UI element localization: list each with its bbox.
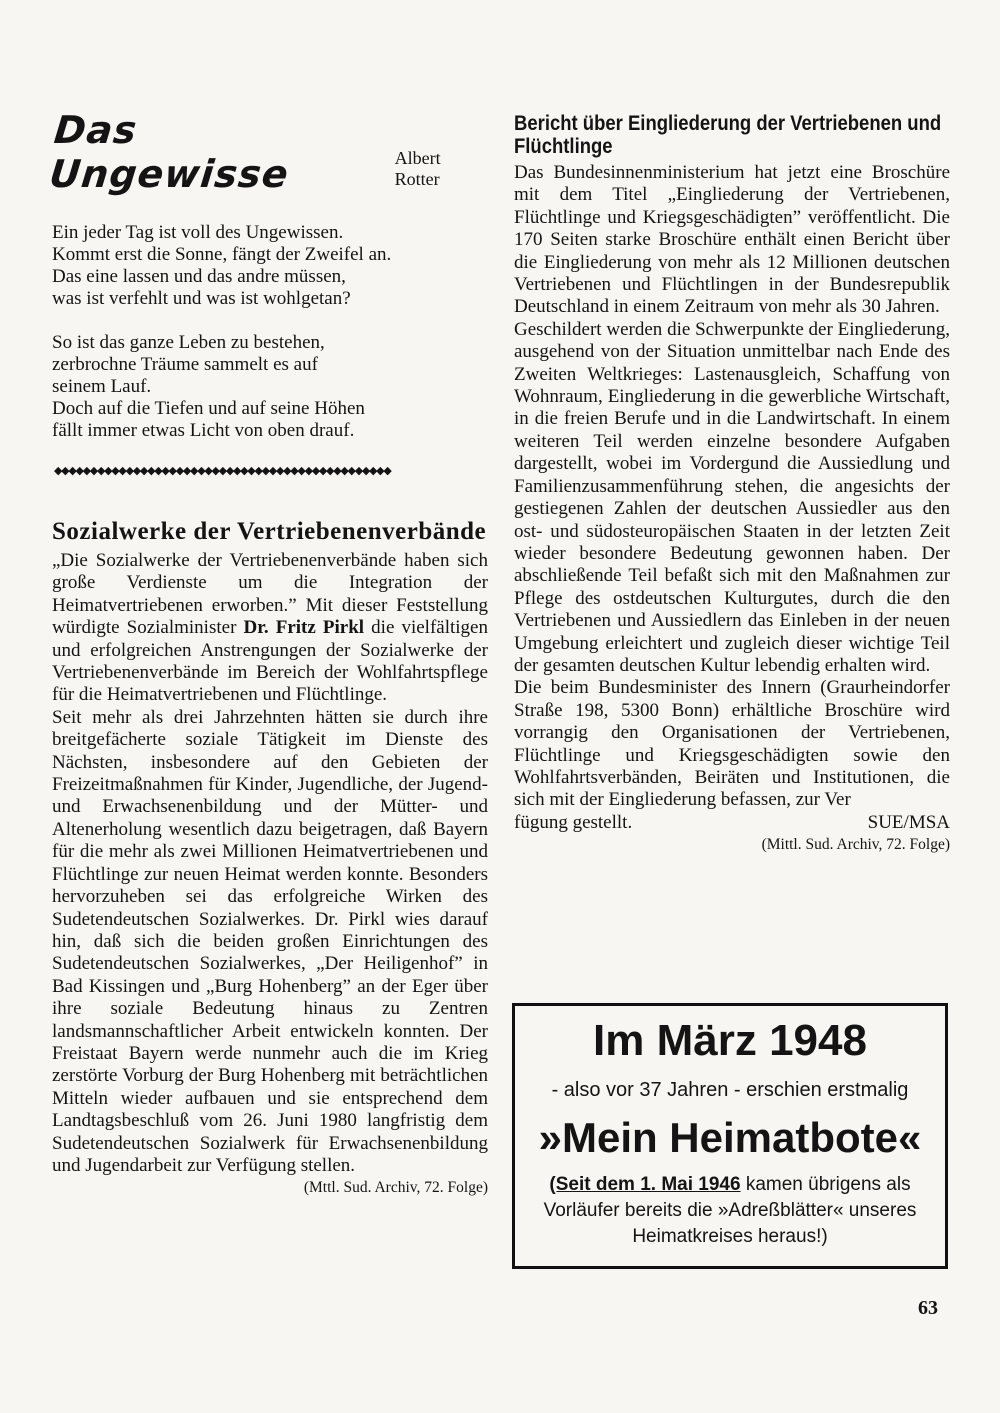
poem-author: Albert Rotter [394,148,441,189]
minister-name: Dr. Fritz Pirkl [243,617,365,639]
bericht-paragraph-1: Das Bundesinnenministerium hat jetzt eine Broschüre mit dem Titel „Eingliederung der Vertriebenen, Flüchtlinge und Kriegsgeschädigten” veröffentlicht. Die 170 Seiten starke Broschüre enthält einen Bericht über die Eingliederung von mehr als 12 Millionen deutschen Vertriebenen und Flüchtlingen in der Bundesrepublik Deutschland in einem Zeitraum von mehr als 30 Jahren. [514,162,950,318]
sozialwerke-p1-text: „Die Sozialwerke der Vertriebenenverbände haben sich große Verdienste um die Integration der Heimatvertriebenen erworben.” Mit dieser Feststellung würdigte Sozialminister [52,550,488,639]
page-number: 63 [918,1297,938,1319]
poem-line: was ist verfehlt und was ist wohlgetan? [52,288,351,309]
ad-note-rest: kamen übrigens als Vorläufer bereits die »Adreßblätter« unseres Heimatkreises heraus!) [543,1174,917,1247]
bericht-title: Bericht über Eingliederung der Vertriebenen und Flüchtlinge [514,112,942,158]
poem-line: Kommt erst die Sonne, fängt der Zweifel an. [52,244,392,265]
diamond-divider: ◆◆◆◆◆◆◆◆◆◆◆◆◆◆◆◆◆◆◆◆◆◆◆◆◆◆◆◆◆◆◆◆◆◆◆◆◆◆◆◆◆◆◆◆◆◆◆ [54,465,391,477]
bericht-signature-line [514,812,950,834]
poem-line: Doch auf die Tiefen und auf seine Höhen [52,398,365,419]
sozialwerke-p1-rest: die vielfältigen und erfolgreichen Anstrengungen der Sozialwerke der Vertriebenenverbände im Bereich der Wohlfahrtspflege für die Heimatvertriebenen und Flüchtlinge. [52,617,488,706]
bericht-paragraph-2: Geschildert werden die Schwerpunkte der Eingliederung, ausgehend von der Situation unmittelbar nach Ende des Zweiten Weltkrieges: Lastenausgleich, Schaffung von Wohnraum, Eingliederung in die gewerbliche Wirtschaft, in die freien Berufe und in die Landwirtschaft. In einem weiteren Teil werden einzelne besondere Aufgaben dargestellt, wobei im Vordergund die Aussiedlung und Familienzusammenführung stehen, die angesichts der gestiegenen Zahlen der deutschen Aussiedler aus den ost- und südosteuropäischen Staaten in der letzten Zeit wieder besondere Bedeutung gewonnen haben. Der abschließende Teil befaßt sich mit den Maßnahmen zur Pflege des ostdeutschen Kulturgutes, durch die den Vertriebenen und Aussiedlern das Einleben in der neuen Umgebung erleichtert und zugleich dieser wichtige Teil der gesamten deutschen Kultur lebendig erhalten wird. [514,318,950,676]
poem-line: So ist das ganze Leben zu bestehen, [52,332,325,353]
poem-line: Das eine lassen und das andre müssen, [52,266,346,287]
ad-note [515,1172,945,1250]
poem-line: zerbrochne Träume sammelt es auf [52,354,318,375]
bericht-last-line: fügung gestellt. [514,811,633,833]
sozialwerke-paragraph-2: Seit mehr als drei Jahrzehnten hätten sie durch ihre breitgefächerte soziale Tätigkeit im Dienste des Nächsten, insbesondere auf den Gebieten der Freizeitmaßnahmen für Kinder, Jugendliche, der Jugend- und Erwachsenenbildung und der Mütter- und Altenerholung wesentlich dazu beigetragen, daß Bayern für die mehr als zwei Millionen Heimatvertriebenen und Flüchtlinge zur neuen Heimat werden konnte. Besonders hervorzuheben sei das erfolgreiche Wirken des Sudetendeutschen Sozialwerkes. Dr. Pirkl wies darauf hin, daß sich die beiden großen Einrichtungen des Sudetendeutschen Sozialwerkes, „Der Heiligenhof” in Bad Kissingen und „Burg Hohenberg” an der Eger über ihre soziale Bedeutung hinaus zu Zentren landsmannschaftlicher Arbeit entwickeln konnten. Der Freistaat Bayern werde nunmehr auch die im Krieg zerstörte Vorburg der Burg Hohenberg mit beträchtlichen Mitteln wieder aufbauen und sie entsprechend dem Landtagsbeschluß vom 26. Juni 1980 langfristig dem Sudetendeutschen Sozialwerk für Erwachsenenbildung und Jugendarbeit zur Verfügung stellen. [52,706,488,1176]
bericht-signature: SUE/MSA [867,811,950,833]
left-column [47,108,488,1197]
ad-subline: - also vor 37 Jahren - erschien erstmalig [551,1079,909,1101]
right-column [514,112,950,854]
poem-header [47,108,488,196]
poem-line: seinem Lauf. [52,376,152,397]
sozialwerke-title: Sozialwerke der Vertriebenenverbände [52,518,487,545]
poem-line: fällt immer etwas Licht von oben drauf. [52,420,355,441]
ad-headline: Im März 1948 [593,1016,867,1065]
bericht-paragraph-3: Die beim Bundesminister des Innern (Graurheindorfer Straße 198, 5300 Bonn) erhältliche Broschüre wird vorrangig den Organisationen der Vertriebenen, Flüchtlinge und Kriegsgeschädigten sowie den Wohlfahrtsverbänden, Beiräten und Institutionen, die sich mit der Eingliederung befassen, zur Ver [514,677,950,811]
poem-stanza-1 [52,222,488,310]
heimatbote-ad-box [512,1003,948,1269]
sozialwerke-source: (Mttl. Sud. Archiv, 72. Folge) [303,1179,488,1197]
poem-title: Das Ungewisse [47,108,292,196]
poem-stanza-2 [52,332,488,442]
sozialwerke-paragraph-1 [52,550,488,707]
bericht-source: (Mittl. Sud. Archiv, 72. Folge) [761,836,950,854]
ad-title: »Mein Heimatbote« [538,1114,922,1161]
poem-line: Ein jeder Tag ist voll des Ungewissen. [52,222,344,243]
ad-note-highlight: (Seit dem 1. Mai 1946 [549,1174,741,1195]
